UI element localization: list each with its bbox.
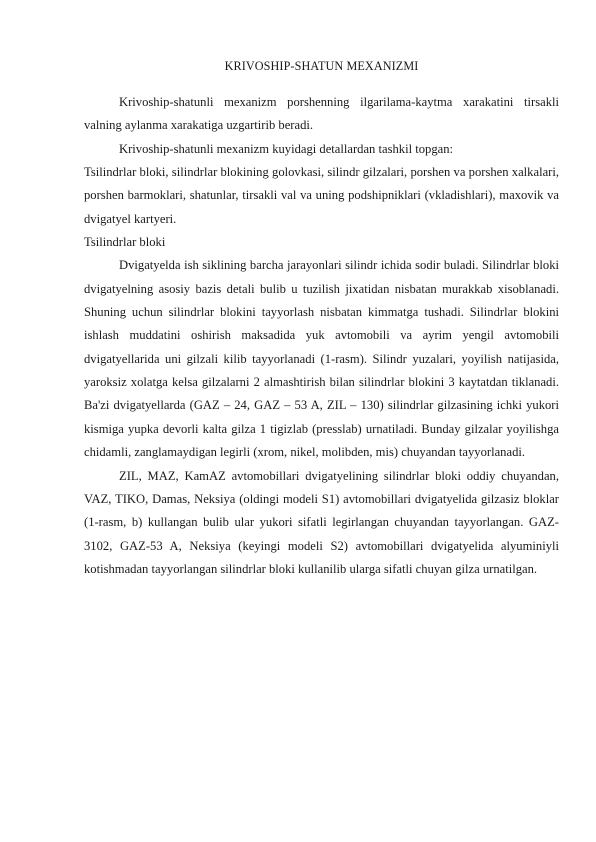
paragraph-components-lead: Krivoship-shatunli mexanizm kuyidagi detallardan tashkil topgan: <box>119 141 454 156</box>
page-title: KRIVOSHIP-SHATUN MEXANIZMI <box>224 59 419 73</box>
paragraph-intro: Krivoship-shatunli mexanizm porshenning ilgarilama-kaytma xarakatini tirsakli valning aylanma xarakatiga uzgartirib beradi. <box>84 95 559 133</box>
paragraph-cylinder-block: Dvigatyelda ish siklining barcha jarayonlari silindr ichida sodir buladi. Silindrlar bloki dvigatyelning asosiy bazis detali bulib u tuzilish jixatidan nisbatan murakkab xisoblanadi. Shuning uchun silindrlar blokini tayyorlash nisbatan kimmatga tushadi. Silindrlar blokini ishlash muddatini oshirish maksadida yuk avtomobili va ayrim yengil avtomobili dvigatyellarida uni gilzali kilib tayyorlanadi (1-rasm). Silindr yuzalari, yoyilish natijasida, yaroksiz xolatga kelsa gilzalarni 2 almashtirish bilan silindrlar blokini 3 kaytatdan tiklanadi. Ba'zi dvigatyellarda (GAZ – 24, GAZ – 53 A, ZIL – 130) silindrlar gilzasining ichki yukori kismiga yupka devorli kalta gilza 1 tigizlab (presslab) urnatiladi. Bunday gilzalar yoyilishga chidamli, zanglamaydigan legirli (xrom, nikel, molibden, mis) chuyandan tayyorlanadi. <box>84 258 559 460</box>
section-heading: Tsilindrlar bloki <box>84 235 166 250</box>
paragraph-materials: ZIL, MAZ, KamAZ avtomobillari dvigatyelining silindrlar bloki oddiy chuyandan, VAZ, TIKO, Damas, Neksiya (oldingi modeli S1) avtomobillari dvigatyelida gilzasiz bloklar (1-rasm, b) kullangan bulib ular yukori sifatli legirlangan chuyandan tayyorlangan. GAZ-3102, GAZ-53 A, Neksiya (keyingi modeli S2) avtomobillari dvigatyelida alyuminiyli kotishmadan tayyorlangan silindrlar bloki kullanilib ularga sifatli chuyan gilza urnatilgan. <box>84 468 559 576</box>
paragraph-components-list: Tsilindrlar bloki, silindrlar blokining golovkasi, silindr gilzalari, porshen va porshen xalkalari, porshen barmoklari, shatunlar, tirsakli val va uning podshipniklari (vkladishlari), maxovik va dvigatyel kartyeri. <box>84 165 559 226</box>
